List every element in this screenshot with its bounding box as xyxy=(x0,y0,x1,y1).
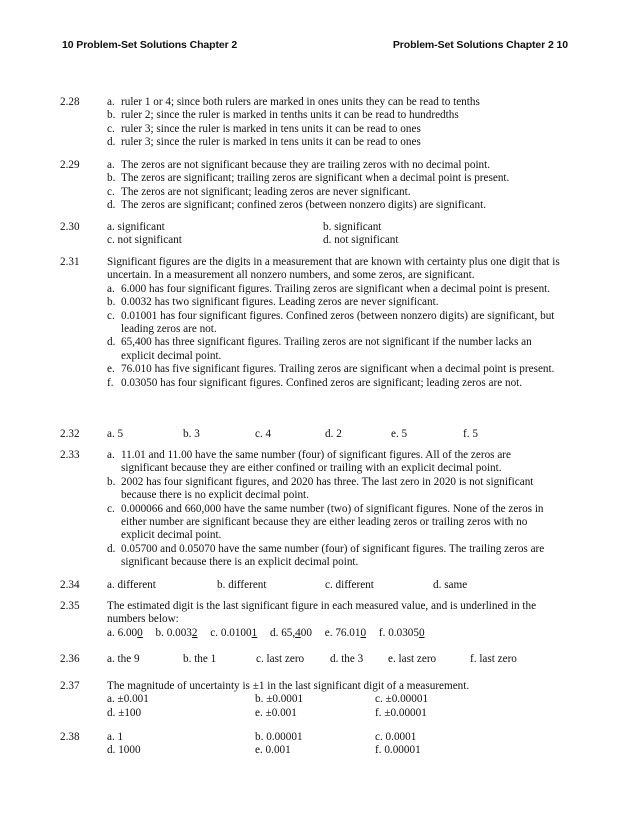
estimated-digit: 4 xyxy=(295,626,301,639)
problem-2-30 xyxy=(60,221,560,248)
answer-item: d. 2 xyxy=(325,428,342,440)
problem-2-37 xyxy=(60,680,560,720)
answer-item: d. the 3 xyxy=(330,653,364,665)
answer-item: a. 5 xyxy=(107,428,124,440)
answer-item: d. The zeros are significant; confined zeros (between nonzero digits) are significant. xyxy=(107,199,486,212)
problem-intro: The magnitude of uncertainty is ±1 in the last significant digit of a measurement. xyxy=(107,680,470,692)
problem-number: 2.31 xyxy=(60,256,80,268)
problem-2-32 xyxy=(60,428,560,441)
answer-item: a. significant xyxy=(107,221,165,233)
answer-item: f. last zero xyxy=(470,653,517,665)
problem-2-31 xyxy=(60,256,560,390)
answer-item: b. 0.0032 has two significant figures. Leading zeros are never significant. xyxy=(107,296,439,309)
problem-number: 2.30 xyxy=(60,221,80,233)
answer-item: a. 1 xyxy=(107,731,124,743)
answer-item: e. last zero xyxy=(388,653,437,665)
problem-intro: The estimated digit is the last significant figure in each measured value, and is underlined in the numbers below: xyxy=(107,600,537,626)
problem-intro: Significant figures are the digits in a measurement that are known with certainty plus one digit that is uncertain. In a measurement all nonzero numbers, and some zeros, are significant. xyxy=(107,256,560,282)
problem-number: 2.37 xyxy=(60,680,80,692)
answer-item: d. same xyxy=(433,579,468,591)
estimated-digit: 0 xyxy=(360,626,367,639)
answer-item: f. 0.00001 xyxy=(375,744,421,757)
answer-item: f. 5 xyxy=(463,428,478,440)
problem-2-34 xyxy=(60,579,560,592)
answer-item: b. ruler 2; since the ruler is marked in tenths units it can be read to hundredths xyxy=(107,109,459,122)
problem-number: 2.34 xyxy=(60,579,80,591)
problem-number: 2.36 xyxy=(60,653,80,665)
answer-item: d. not significant xyxy=(323,234,399,247)
answer-item: d. 1000 xyxy=(107,744,141,757)
answer-item: c. 0.000066 and 660,000 have the same number (two) of significant figures. None of the zeros in either number are significant because they are either leading zeros or trailing zeros with no explicit decimal point. xyxy=(107,502,544,542)
running-header-left: 10 Problem-Set Solutions Chapter 2 xyxy=(62,39,238,51)
problem-2-38 xyxy=(60,731,560,758)
answer-item: b. significant xyxy=(323,221,382,233)
answer-item: c. 4 xyxy=(255,428,272,440)
answer-item: a. 11.01 and 11.00 have the same number (four) of significant figures. All of the zeros are significant because they are either confined or trailing with an explicit decimal point. xyxy=(107,449,511,475)
answer-item: e. ±0.001 xyxy=(255,706,297,719)
answer-item: c. ±0.00001 xyxy=(375,693,429,706)
problem-2-33 xyxy=(60,449,560,570)
answer-item: f. 0.03050 has four significant figures. Confined zeros are significant; leading zeros are not. xyxy=(107,376,523,389)
problem-2-28 xyxy=(60,96,560,150)
answer-item: d. ruler 3; since the ruler is marked in tens units it can be read to ones xyxy=(107,136,421,149)
answer-item: a. 6.000 xyxy=(107,626,143,639)
answer-item: c. different xyxy=(325,579,374,591)
answer-item: b. The zeros are significant; trailing zeros are significant when a decimal point is present. xyxy=(107,172,510,185)
answer-item: e. 5 xyxy=(391,428,408,440)
answer-item: e. 76.010 xyxy=(324,626,367,639)
estimated-digit: 1 xyxy=(251,626,258,639)
problem-number: 2.28 xyxy=(60,96,80,108)
problem-number: 2.33 xyxy=(60,449,80,461)
answer-item: c. 0.01001 has four significant figures. Confined zeros (between nonzero digits) are significant, but leading zeros are not. xyxy=(107,309,555,336)
answer-item: a. ±0.001 xyxy=(107,693,149,706)
answer-item: c. not significant xyxy=(107,234,182,247)
answer-item: e. 0.001 xyxy=(255,744,291,757)
problem-number: 2.29 xyxy=(60,159,80,171)
answer-item: a. ruler 1 or 4; since both rulers are marked in ones units they can be read to tenths xyxy=(107,96,480,108)
answer-item: c. 0.01001 xyxy=(210,626,258,639)
problem-2-29 xyxy=(60,159,560,213)
problem-2-36 xyxy=(60,653,560,666)
answer-item: a. the 9 xyxy=(107,653,140,665)
answer-item: a. different xyxy=(107,579,156,591)
problem-number: 2.35 xyxy=(60,600,80,612)
answer-row xyxy=(107,627,560,640)
answer-item: b. 0.00001 xyxy=(255,731,303,743)
answer-item: a. 6.000 has four significant figures. Trailing zeros are significant when a decimal point is present. xyxy=(107,282,551,295)
estimated-digit: 0 xyxy=(137,626,143,639)
answer-item: f. ±0.00001 xyxy=(375,706,427,719)
answer-item: d. 0.05700 and 0.05070 have the same number (four) of significant figures. The trailing zeros are significant because there is an explicit decimal point. xyxy=(107,542,545,569)
answer-item: c. last zero xyxy=(256,653,305,665)
estimated-digit: 0 xyxy=(418,626,425,639)
estimated-digit: 2 xyxy=(191,626,198,639)
answer-item: d. 65,400 xyxy=(270,626,312,639)
answer-item: f. 0.03050 xyxy=(378,626,425,639)
answer-item: d. ±100 xyxy=(107,706,142,719)
running-header-right: Problem-Set Solutions Chapter 2 10 xyxy=(392,39,568,51)
answer-item: a. The zeros are not significant because they are trailing zeros with no decimal point. xyxy=(107,159,491,171)
answer-item: c. ruler 3; since the ruler is marked in tens units it can be read to ones xyxy=(107,122,421,135)
answer-item: b. different xyxy=(217,579,267,591)
answer-item: e. 76.010 has five significant figures. Trailing zeros are significant when a decimal point is present. xyxy=(107,363,555,376)
problem-number: 2.32 xyxy=(60,428,80,440)
answer-item: b. the 1 xyxy=(183,653,217,665)
answer-item: c. 0.0001 xyxy=(375,731,417,743)
answer-item: b. ±0.0001 xyxy=(255,693,304,706)
problem-2-35 xyxy=(60,600,560,640)
answer-item: c. The zeros are not significant; leading zeros are never significant. xyxy=(107,185,411,198)
answer-item: b. 3 xyxy=(183,428,200,440)
answer-item: d. 65,400 has three significant figures. Trailing zeros are not significant if the number lacks an explicit decimal point. xyxy=(107,336,532,362)
answer-item: b. 2002 has four significant figures, and 2020 has three. The last zero in 2020 is not significant because there is no explicit decimal point. xyxy=(107,475,534,502)
answer-item: b. 0.0032 xyxy=(155,626,198,639)
problem-number: 2.38 xyxy=(60,731,80,743)
